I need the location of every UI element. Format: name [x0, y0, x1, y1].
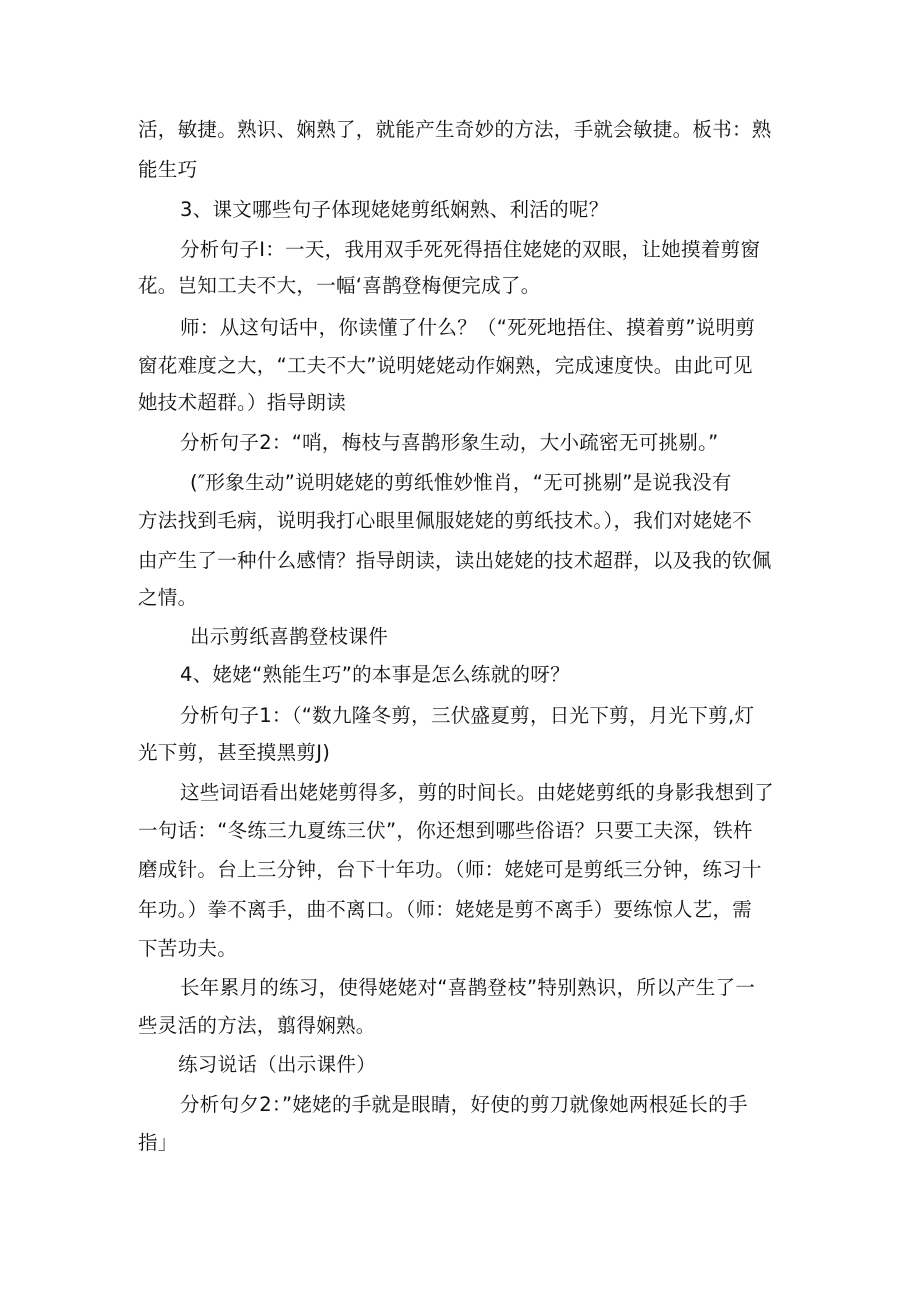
text-line: 由产生了一种什么感情？指导朗读，读出姥姥的技术超群，以及我的钦佩 [138, 549, 772, 572]
text-line: 练习说话（出示课件） [178, 1053, 377, 1076]
text-line: 指」 [138, 1131, 178, 1154]
text-line: 之情。 [138, 586, 198, 609]
text-line: 师：从这句话中，你读懂了什么？（“死死地捂住、摸着剪”说明剪 [180, 316, 756, 339]
text-line: 年功。）拳不离手，曲不离口。（师：姥姥是剪不离手）要练惊人艺，需 [138, 898, 753, 921]
text-line: 些灵活的方法，翦得娴熟。 [138, 1014, 376, 1037]
text-line: 4、姥姥“熟能生巧”的本事是怎么练就的呀？ [180, 663, 570, 686]
text-line: 下苦功夫。 [138, 937, 238, 960]
text-line: 窗花难度之大，“工夫不大”说明姥姥动作娴熟，完成速度快。由此可见 [138, 354, 753, 377]
text-line: 光下剪，甚至摸黑剪J) [138, 741, 331, 764]
text-line: 这些词语看出姥姥剪得多，剪的时间长。由姥姥剪纸的身影我想到了 [180, 781, 775, 804]
text-line: 一句话：“冬练三九夏练三伏”，你还想到哪些俗语？只要工夫深，铁杵 [138, 819, 753, 842]
text-line: 长年累月的练习，使得姥姥对“喜鹊登枝”特别熟识，所以产生了一 [180, 976, 756, 999]
text-line: 3、课文哪些句子体现姥姥剪纸娴熟、利活的呢？ [180, 198, 609, 221]
text-line: 花。岂知工夫不大，一幅‘喜鹊登梅便完成了。 [138, 274, 541, 297]
text-line: 分析句子I：一天，我用双手死死得捂住姥姥的双眼，让她摸着剪窗 [180, 238, 761, 261]
text-line: 分析句夕2：”姥姥的手就是眼睛，好使的剪刀就像她两根延长的手 [180, 1093, 748, 1116]
text-line: (″形象生动”说明姥姥的剪纸惟妙惟肖，“无可挑剔”是说我没有 [190, 471, 732, 494]
text-line: 分析句子2：“哨，梅枝与喜鹊形象生动，大小疏密无可挑剔。” [180, 431, 719, 454]
text-line: 分析句子1：（“数九隆冬剪，三伏盛夏剪，日光下剪，月光下剪,灯 [180, 704, 755, 727]
text-line: 方法找到毛病，说明我打心眼里佩服姥姥的剪纸技术。），我们对姥姥不 [138, 509, 753, 532]
text-line: 活，敏捷。熟识、娴熟了，就能产生奇妙的方法，手就会敏捷。板书：熟 [138, 118, 772, 141]
text-line: 磨成针。台上三分钟，台下十年功。（师：姥姥可是剪纸三分钟，练习十 [138, 858, 762, 881]
text-line: 她技术超群。）指导朗读 [138, 391, 347, 414]
text-line: 能生巧 [138, 158, 198, 181]
text-line: 出示剪纸喜鹊登枝课件 [190, 625, 389, 648]
